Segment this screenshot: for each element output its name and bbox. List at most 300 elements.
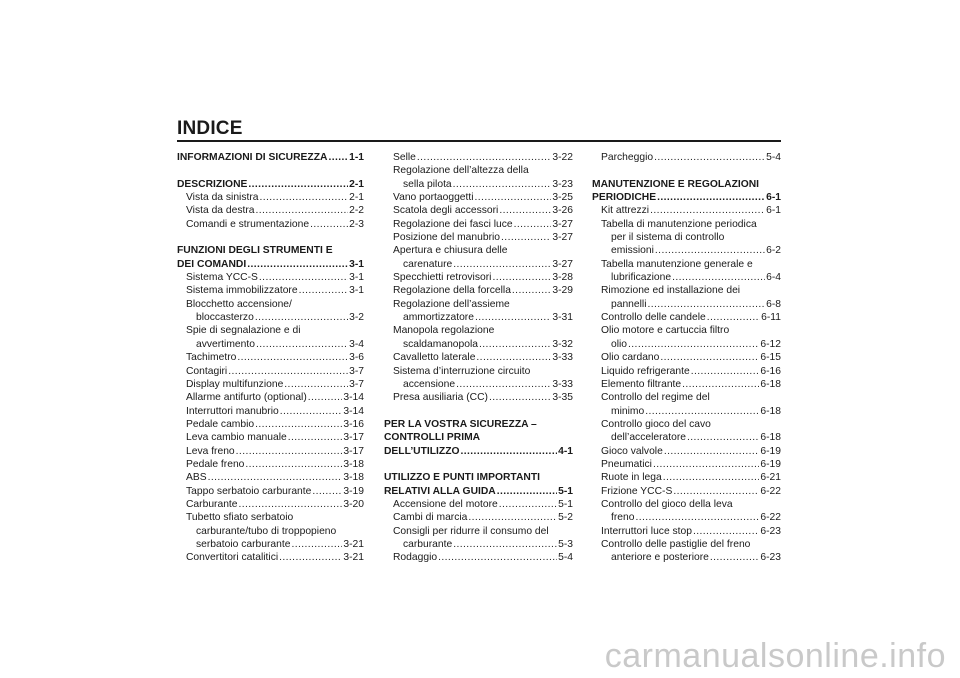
toc-page-number: 6-18	[760, 378, 781, 390]
dot-leader	[499, 498, 557, 511]
toc-entry-label: Gioco valvole	[601, 445, 663, 457]
toc-entry-label: DELL’UTILIZZO	[384, 445, 460, 457]
dot-leader	[239, 498, 343, 511]
toc-entry	[592, 418, 781, 431]
toc-entry-label: accensione	[403, 378, 456, 390]
toc-entry[interactable]	[177, 378, 364, 391]
toc-entry-label: Leva freno	[186, 445, 235, 457]
toc-entry-label: Regolazione dell’altezza della	[393, 165, 529, 177]
toc-entry-label: per il sistema di controllo	[611, 232, 725, 244]
toc-page-number: 3-27	[552, 258, 573, 270]
dot-leader	[512, 284, 551, 297]
toc-page-number: 3-20	[343, 498, 364, 510]
toc-page-number: 3-6	[349, 352, 364, 364]
toc-page-number: 3-21	[343, 552, 364, 564]
toc-entry[interactable]	[592, 351, 781, 364]
toc-entry[interactable]	[384, 351, 573, 364]
toc-entry-label: Regolazione dell’assieme	[393, 298, 510, 310]
toc-page-number: 2-2	[349, 205, 364, 217]
toc-entry-label: Sistema YCC-S	[186, 272, 258, 284]
toc-entry[interactable]	[384, 218, 573, 231]
dot-leader	[417, 151, 551, 164]
toc-entry-label: scaldamanopola	[403, 338, 478, 350]
toc-entry[interactable]	[384, 178, 573, 191]
toc-page-number: 5-4	[766, 152, 781, 163]
toc-page-number: 3-18	[343, 472, 364, 484]
dot-leader	[453, 178, 552, 191]
toc-page-number: 3-28	[552, 272, 573, 284]
toc-entry	[592, 324, 781, 337]
dot-leader	[260, 191, 349, 204]
toc-column-3	[592, 151, 781, 565]
toc-entry[interactable]	[384, 511, 573, 524]
toc-entry	[177, 525, 364, 538]
toc-entry-label: Controllo del gioco della leva	[601, 498, 733, 510]
toc-entry	[177, 324, 364, 337]
toc-page-number: 5-2	[558, 512, 573, 524]
toc-page-number: 6-21	[760, 472, 781, 484]
toc-entry-label: Apertura e chiusura delle	[393, 245, 508, 257]
toc-page-number: 6-23	[760, 525, 781, 537]
toc-entry	[177, 511, 364, 524]
dot-leader	[310, 218, 348, 231]
toc-page-number: 2-3	[349, 218, 364, 230]
toc-entry-label: lubrificazione	[611, 272, 672, 284]
toc-page-number: 6-15	[760, 352, 781, 364]
toc-entry-label: Rimozione ed installazione dei	[601, 285, 741, 297]
toc-entry-label: Regolazione della forcella	[393, 285, 511, 297]
toc-entry-label: Tachimetro	[186, 352, 237, 364]
toc-section-heading[interactable]	[384, 445, 573, 458]
toc-page-number: 1-1	[349, 152, 364, 163]
toc-section-heading[interactable]	[384, 485, 573, 498]
toc-entry[interactable]	[384, 258, 573, 271]
toc-entry[interactable]	[592, 151, 781, 164]
dot-leader	[501, 231, 551, 244]
toc-entry	[384, 324, 573, 337]
toc-entry[interactable]	[384, 551, 573, 564]
toc-page-number: 3-29	[552, 285, 573, 297]
toc-entry	[592, 538, 781, 551]
dot-leader	[208, 471, 343, 484]
dot-leader	[248, 178, 348, 191]
toc-entry-label: Sistema d’interruzione circuito	[393, 365, 531, 377]
page-title: INDICE	[177, 118, 243, 139]
toc-page-number: 3-23	[552, 178, 573, 190]
toc-entry-label: PER LA VOSTRA SICUREZZA –	[384, 418, 537, 430]
toc-entry[interactable]	[177, 458, 364, 471]
dot-leader	[663, 471, 760, 484]
toc-entry-label: Pneumatici	[601, 458, 652, 470]
dot-leader	[255, 311, 348, 324]
toc-page-number: 6-16	[760, 365, 781, 377]
dot-leader	[312, 485, 342, 498]
toc-entry[interactable]	[592, 445, 781, 458]
toc-entry-label: serbatoio carburante	[196, 538, 291, 550]
toc-section-heading	[384, 431, 573, 444]
toc-page-number: 5-4	[558, 552, 573, 564]
toc-entry[interactable]	[592, 365, 781, 378]
toc-page-number: 3-27	[552, 232, 573, 244]
toc-entry-label: Controllo delle pastiglie del freno	[601, 538, 751, 550]
toc-entry-label: Elemento filtrante	[601, 378, 682, 390]
toc-entry-label: Convertitori catalitici	[186, 552, 279, 564]
toc-column-1	[177, 151, 364, 565]
toc-page-number: 3-4	[349, 338, 364, 350]
toc-entry-label: emissioni	[611, 245, 654, 257]
toc-page-number: 6-12	[760, 338, 781, 350]
toc-page-number: 3-22	[552, 152, 573, 163]
toc-page-number: 6-1	[766, 192, 781, 204]
dot-leader	[650, 204, 765, 217]
toc-entry	[592, 218, 781, 231]
dot-leader	[657, 191, 765, 204]
toc-entry	[384, 525, 573, 538]
toc-page-number: 6-23	[760, 552, 781, 564]
dot-leader	[237, 351, 348, 364]
toc-entry-label: Interruttori luce stop	[601, 525, 692, 537]
toc-entry-label: Accensione del motore	[393, 498, 498, 510]
toc-page-number: 6-22	[760, 485, 781, 497]
toc-entry-label: Controllo delle candele	[601, 312, 706, 324]
dot-leader	[497, 485, 557, 498]
toc-entry	[592, 258, 781, 271]
toc-entry-label: Consigli per ridurre il consumo del	[393, 525, 549, 537]
toc-section-heading[interactable]	[177, 258, 364, 271]
toc-entry[interactable]	[592, 405, 781, 418]
toc-entry[interactable]	[592, 551, 781, 564]
dot-leader	[479, 338, 551, 351]
toc-entry[interactable]	[177, 431, 364, 444]
toc-column-2	[384, 151, 573, 565]
toc-entry[interactable]	[384, 378, 573, 391]
toc-entry-label: dell’acceleratore	[611, 432, 686, 444]
toc-entry-label: Rodaggio	[393, 552, 438, 564]
toc-page-number: 3-2	[349, 312, 364, 324]
toc-entry	[384, 244, 573, 257]
dot-leader	[256, 204, 349, 217]
toc-spacer	[177, 231, 364, 244]
toc-page-number: 3-33	[552, 378, 573, 390]
toc-entry-label: Selle	[393, 152, 416, 163]
toc-entry-label: Comandi e strumentazione	[186, 218, 310, 230]
dot-leader	[653, 458, 759, 471]
toc-entry-label: DEI COMANDI	[177, 258, 247, 270]
toc-entry-label: Liquido refrigerante	[601, 365, 690, 377]
toc-page-number: 5-1	[558, 485, 573, 497]
toc-entry[interactable]	[592, 244, 781, 257]
toc-page-number: 3-14	[343, 392, 364, 404]
toc-page-number: 3-25	[552, 192, 573, 204]
toc-entry	[384, 298, 573, 311]
toc-entry[interactable]	[384, 284, 573, 297]
dot-leader	[648, 298, 766, 311]
toc-entry-label: ABS	[186, 472, 207, 484]
dot-leader	[660, 351, 759, 364]
dot-leader	[256, 338, 348, 351]
dot-leader	[664, 445, 760, 458]
toc-entry-label: Tubetto sfiato serbatoio	[186, 512, 294, 524]
toc-entry	[592, 284, 781, 297]
toc-entry[interactable]	[177, 365, 364, 378]
toc-entry[interactable]	[384, 338, 573, 351]
toc-entry[interactable]	[384, 498, 573, 511]
toc-spacer	[384, 458, 573, 471]
toc-entry[interactable]	[177, 271, 364, 284]
toc-page-number: 6-18	[760, 405, 781, 417]
toc-entry[interactable]	[384, 538, 573, 551]
toc-entry-label: Vano portaoggetti	[393, 192, 474, 204]
dot-leader	[453, 538, 557, 551]
toc-entry-label: RELATIVI ALLA GUIDA	[384, 485, 496, 497]
toc-entry[interactable]	[177, 445, 364, 458]
toc-entry[interactable]	[592, 525, 781, 538]
dot-leader	[475, 191, 552, 204]
toc-page-number: 6-19	[760, 445, 781, 457]
dot-leader	[236, 445, 343, 458]
toc-entry-label: Posizione del manubrio	[393, 232, 501, 244]
dot-leader	[228, 365, 348, 378]
dot-leader	[645, 405, 759, 418]
toc-entry[interactable]	[592, 271, 781, 284]
toc-entry	[384, 164, 573, 177]
dot-leader	[476, 351, 551, 364]
toc-entry[interactable]	[592, 378, 781, 391]
toc-page-number: 6-1	[766, 205, 781, 217]
toc-entry-label: FUNZIONI DEGLI STRUMENTI E	[177, 245, 333, 257]
toc-entry[interactable]	[384, 311, 573, 324]
dot-leader	[255, 418, 342, 431]
toc-page-number: 3-33	[552, 352, 573, 364]
toc-entry-label: Blocchetto accensione/	[186, 298, 292, 310]
dot-leader	[514, 218, 552, 231]
toc-entry-label: Scatola degli accessori	[393, 205, 499, 217]
toc-page-number: 2-1	[349, 178, 364, 190]
toc-entry[interactable]	[177, 204, 364, 217]
toc-page-number: 3-31	[552, 312, 573, 324]
toc-page-number: 5-1	[558, 498, 573, 510]
toc-entry[interactable]	[592, 311, 781, 324]
toc-page-number: 3-27	[552, 218, 573, 230]
toc-entry[interactable]	[177, 311, 364, 324]
toc-entry-label: Kit attrezzi	[601, 205, 650, 217]
toc-entry-label: Manopola regolazione	[393, 325, 495, 337]
dot-leader	[299, 284, 349, 297]
toc-spacer	[384, 405, 573, 418]
toc-entry	[384, 365, 573, 378]
dot-leader	[438, 551, 557, 564]
dot-leader	[328, 151, 348, 164]
toc-entry-label: Allarme antifurto (optional)	[186, 392, 307, 404]
toc-entry[interactable]	[177, 284, 364, 297]
dot-leader	[693, 525, 759, 538]
toc-entry-label: PERIODICHE	[592, 192, 657, 204]
toc-entry[interactable]	[592, 298, 781, 311]
toc-entry-label: Pedale freno	[186, 458, 245, 470]
toc-entry[interactable]	[177, 218, 364, 231]
toc-entry[interactable]	[177, 338, 364, 351]
toc-page-number: 3-1	[349, 258, 364, 270]
dot-leader	[682, 378, 759, 391]
toc-page-number: 3-21	[343, 538, 364, 550]
toc-page-number: 6-8	[766, 298, 781, 310]
toc-section-heading[interactable]	[592, 191, 781, 204]
dot-leader	[492, 271, 551, 284]
toc-entry[interactable]	[177, 471, 364, 484]
toc-entry-label: Carburante	[186, 498, 238, 510]
toc-entry	[177, 298, 364, 311]
toc-entry-label: pannelli	[611, 298, 647, 310]
toc-page-number: 6-19	[760, 458, 781, 470]
toc-entry-label: bloccasterzo	[196, 312, 254, 324]
toc-entry-label: Tabella manutenzione generale e	[601, 258, 753, 270]
toc-entry-label: minimo	[611, 405, 645, 417]
toc-page-number: 3-1	[349, 285, 364, 297]
toc-page-number: 3-7	[349, 365, 364, 377]
toc-section-heading	[384, 418, 573, 431]
toc-entry[interactable]	[592, 338, 781, 351]
toc-entry-label: avvertimento	[196, 338, 255, 350]
dot-leader	[291, 538, 342, 551]
toc-entry[interactable]	[177, 551, 364, 564]
dot-leader	[635, 511, 759, 524]
toc-entry[interactable]	[177, 351, 364, 364]
toc-entry[interactable]	[592, 431, 781, 444]
toc-entry-label: Tappo serbatoio carburante	[186, 485, 312, 497]
toc-page-number: 6-11	[761, 312, 781, 324]
toc-page-number: 6-2	[766, 245, 781, 257]
title-rule	[177, 140, 781, 142]
dot-leader	[456, 378, 551, 391]
toc-entry-label: Controllo gioco del cavo	[601, 418, 711, 430]
dot-leader	[499, 204, 551, 217]
toc-entry-label: Interruttori manubrio	[186, 405, 279, 417]
toc-entry[interactable]	[592, 471, 781, 484]
dot-leader	[691, 365, 760, 378]
toc-section-heading[interactable]	[177, 151, 364, 164]
toc-entry	[592, 498, 781, 511]
toc-page-number: 3-16	[343, 418, 364, 430]
toc-entry[interactable]	[177, 391, 364, 404]
toc-entry-label: Display multifunzione	[186, 378, 284, 390]
toc-page-number: 6-18	[760, 432, 781, 444]
toc-entry-label: Vista da destra	[186, 205, 255, 217]
dot-leader	[461, 445, 558, 458]
toc-entry[interactable]	[384, 271, 573, 284]
toc-entry-label: INFORMAZIONI DI SICUREZZA	[177, 152, 328, 163]
dot-leader	[247, 258, 348, 271]
toc-page-number: 3-17	[343, 445, 364, 457]
toc-entry	[592, 391, 781, 404]
toc-page-number: 3-7	[349, 378, 364, 390]
toc-entry[interactable]	[384, 231, 573, 244]
toc-entry[interactable]	[177, 418, 364, 431]
toc-entry[interactable]	[177, 405, 364, 418]
toc-entry[interactable]	[592, 511, 781, 524]
toc-entry-label: freno	[611, 512, 635, 524]
toc-entry-label: UTILIZZO E PUNTI IMPORTANTI	[384, 472, 540, 484]
toc-entry-label: Frizione YCC-S	[601, 485, 673, 497]
toc-page-number: 2-1	[349, 192, 364, 204]
toc-section-heading	[177, 244, 364, 257]
toc-entry-label: Spie di segnalazione e di	[186, 325, 301, 337]
toc-section-heading	[384, 471, 573, 484]
toc-entry-label: Controllo del regime del	[601, 392, 710, 404]
toc-entry[interactable]	[177, 191, 364, 204]
toc-entry-label: CONTROLLI PRIMA	[384, 432, 481, 444]
dot-leader	[655, 244, 765, 257]
toc-entry-label: sella pilota	[403, 178, 452, 190]
toc-entry-label: Parcheggio	[601, 152, 654, 163]
toc-page-number: 4-1	[558, 445, 573, 457]
toc-entry-label: Olio cardano	[601, 352, 660, 364]
toc-entry[interactable]	[384, 391, 573, 404]
toc-page-number: 3-32	[552, 338, 573, 350]
toc-entry-label: DESCRIZIONE	[177, 178, 248, 190]
toc-entry[interactable]	[177, 485, 364, 498]
toc-page-number: 3-1	[349, 272, 364, 284]
dot-leader	[279, 551, 342, 564]
toc-page-number: 3-17	[343, 432, 364, 444]
toc-entry[interactable]	[592, 204, 781, 217]
dot-leader	[288, 431, 343, 444]
toc-entry	[592, 231, 781, 244]
dot-leader	[245, 458, 342, 471]
toc-entry[interactable]	[177, 498, 364, 511]
toc-entry-label: Cavalletto laterale	[393, 352, 476, 364]
toc-page-number: 5-3	[558, 538, 573, 550]
toc-entry-label: Sistema immobilizzatore	[186, 285, 298, 297]
dot-leader	[672, 271, 765, 284]
dot-leader	[654, 151, 765, 164]
toc-entry-label: Vista da sinistra	[186, 192, 259, 204]
dot-leader	[707, 311, 760, 324]
toc-entry[interactable]	[177, 538, 364, 551]
watermark: carmanualsonline.info	[604, 637, 946, 675]
toc-entry[interactable]	[384, 204, 573, 217]
dot-leader	[475, 311, 551, 324]
toc-entry[interactable]	[384, 191, 573, 204]
toc-entry-label: MANUTENZIONE E REGOLAZIONI	[592, 178, 760, 190]
toc-entry-label: Pedale cambio	[186, 418, 255, 430]
toc-entry-label: Tabella di manutenzione periodica	[601, 218, 757, 230]
toc-section-heading	[592, 178, 781, 191]
toc-entry-label: Contagiri	[186, 365, 228, 377]
dot-leader	[710, 551, 760, 564]
toc-entry-label: carburante	[403, 538, 453, 550]
toc-entry-label: Cambi di marcia	[393, 512, 468, 524]
toc-page-number: 6-22	[760, 512, 781, 524]
toc-entry[interactable]	[384, 151, 573, 164]
dot-leader	[284, 378, 348, 391]
toc-entry-label: Leva cambio manuale	[186, 432, 287, 444]
toc-entry-label: olio	[611, 338, 628, 350]
toc-page-number: 3-14	[343, 405, 364, 417]
toc-entry-label: Specchietti retrovisori	[393, 272, 492, 284]
toc-page-number: 3-19	[343, 485, 364, 497]
dot-leader	[280, 405, 343, 418]
dot-leader	[259, 271, 348, 284]
toc-spacer	[177, 164, 364, 177]
toc-entry[interactable]	[592, 458, 781, 471]
toc-section-heading[interactable]	[177, 178, 364, 191]
dot-leader	[468, 511, 557, 524]
toc-entry-label: ammortizzatore	[403, 312, 474, 324]
toc-page-number: 3-26	[552, 205, 573, 217]
toc-entry[interactable]	[592, 485, 781, 498]
dot-leader	[489, 391, 551, 404]
dot-leader	[453, 258, 551, 271]
